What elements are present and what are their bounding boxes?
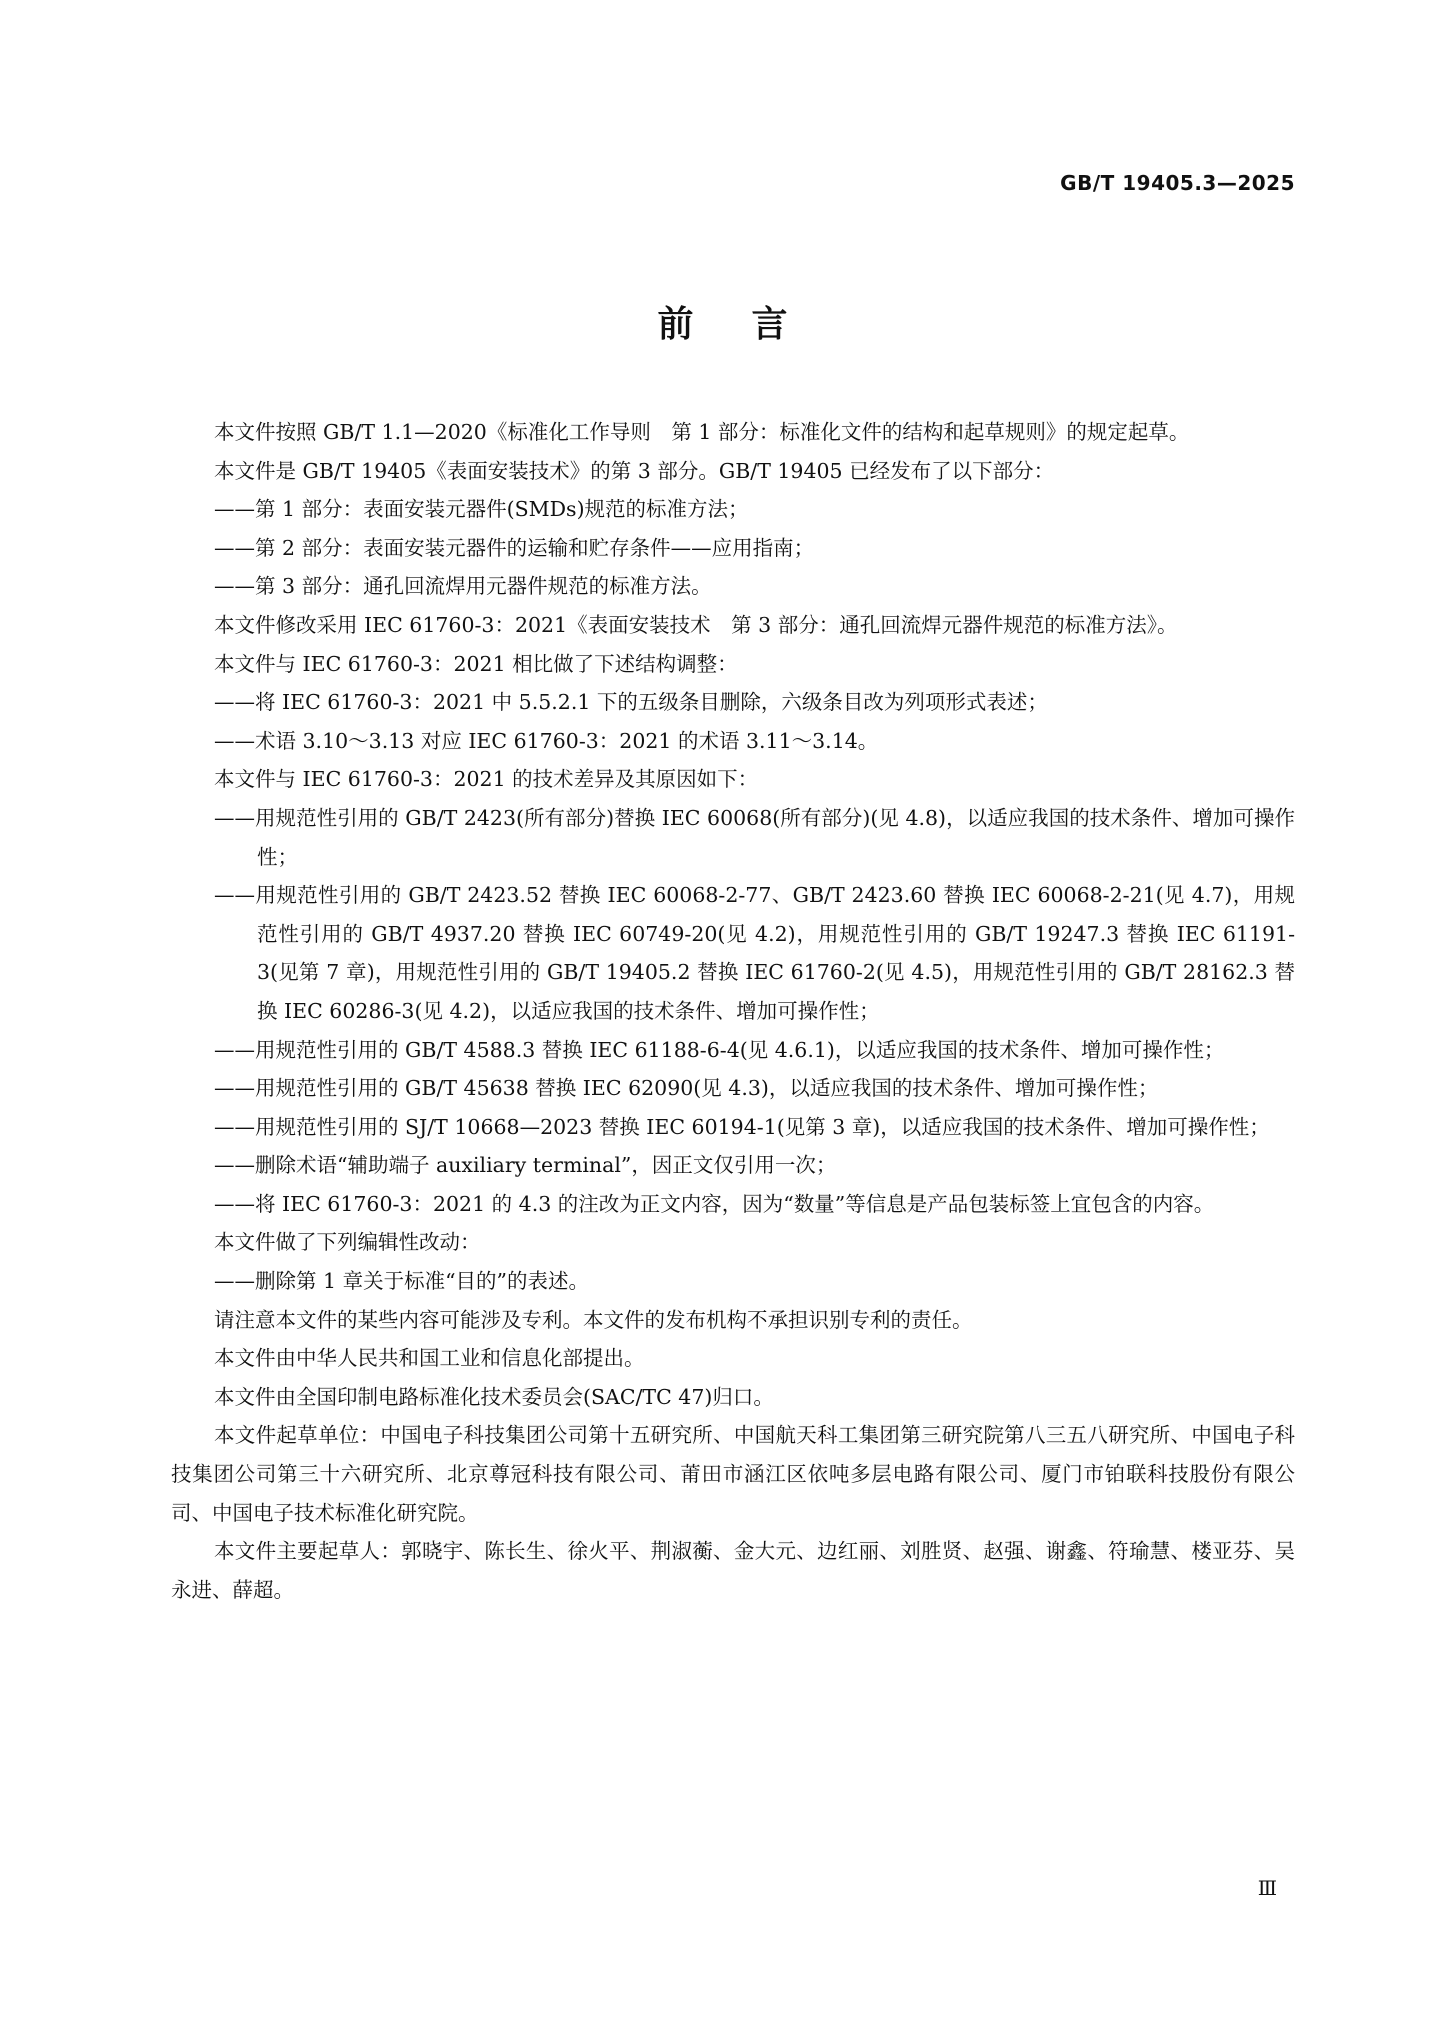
list-item: ——删除术语“辅助端子 auxiliary terminal”，因正文仅引用一次；	[214, 1153, 837, 1178]
paragraph: 本文件修改采用 IEC 61760-3：2021《表面安装技术 第 3 部分：通孔回流焊元器件规范的标准方法》。	[214, 612, 1178, 637]
list-item: ——用规范性引用的 GB/T 2423(所有部分)替换 IEC 60068(所有部分)(见 4.8)，以适应我国的技术条件、增加可操作性；	[214, 805, 1295, 869]
page-number: Ⅲ	[1257, 1876, 1277, 1900]
list-item: ——第 2 部分：表面安装元器件的运输和贮存条件——应用指南；	[214, 535, 815, 560]
list-item: ——将 IEC 61760-3：2021 中 5.5.2.1 下的五级条目删除，六级条目改为列项形式表述；	[214, 690, 1048, 715]
standard-number: GB/T 19405.3—2025	[1060, 171, 1295, 195]
paragraph: 本文件主要起草人：郭晓宇、陈长生、徐火平、荆淑蘅、金大元、边红丽、刘胜贤、赵强、谢鑫、符瑜慧、楼亚芬、吴永进、薛超。	[171, 1539, 1295, 1602]
paragraph: 本文件由全国印制电路标准化技术委员会(SAC/TC 47)归口。	[214, 1384, 774, 1409]
paragraph: 本文件由中华人民共和国工业和信息化部提出。	[214, 1346, 645, 1371]
paragraph: 请注意本文件的某些内容可能涉及专利。本文件的发布机构不承担识别专利的责任。	[214, 1307, 973, 1332]
list-item: ——术语 3.10～3.13 对应 IEC 61760-3：2021 的术语 3.11～3.14。	[214, 728, 879, 753]
paragraph: 本文件按照 GB/T 1.1—2020《标准化工作导则 第 1 部分：标准化文件的结构和起草规则》的规定起草。	[214, 420, 1190, 444]
list-item: ——用规范性引用的 GB/T 4588.3 替换 IEC 61188-6-4(见 4.6.1)，以适应我国的技术条件、增加可操作性；	[214, 1037, 1225, 1062]
list-item: ——用规范性引用的 GB/T 2423.52 替换 IEC 60068-2-77、GB/T 2423.60 替换 IEC 60068-2-21(见 4.7)，用规范性引用的 GB/T 4937.20 替换 IEC 60749-20(见 4.2)，用规范性引用的 GB/T 19247.3 替换 IEC 61191-3(见第 7 章)，用规范性引用的 GB/T 19405.2 替换 IEC 61760-2(见 4.5)，用规范性引用的 GB/T 28162.3 替换 IEC 60286-3(见 4.2)，以适应我国的技术条件、增加可操作性；	[214, 883, 1295, 1023]
paragraph: 本文件是 GB/T 19405《表面安装技术》的第 3 部分。GB/T 19405 已经发布了以下部分：	[214, 458, 1055, 483]
list-item: ——第 3 部分：通孔回流焊用元器件规范的标准方法。	[214, 574, 712, 599]
page-title: 前言	[657, 304, 846, 345]
list-item: ——第 1 部分：表面安装元器件(SMDs)规范的标准方法；	[214, 497, 749, 522]
list-item: ——删除第 1 章关于标准“目的”的表述。	[214, 1269, 590, 1294]
paragraph: 本文件与 IEC 61760-3：2021 的技术差异及其原因如下：	[214, 767, 759, 792]
list-item: ——将 IEC 61760-3：2021 的 4.3 的注改为正文内容，因为“数量”等信息是产品包装标签上宜包含的内容。	[214, 1191, 1215, 1216]
document-body	[171, 413, 1295, 1609]
paragraph: 本文件起草单位：中国电子科技集团公司第十五研究所、中国航天科工集团第三研究院第八三五八研究所、中国电子科技集团公司第三十六研究所、北京尊冠科技有限公司、莆田市涵江区依吨多层电路有限公司、厦门市铂联科技股份有限公司、中国电子技术标准化研究院。	[171, 1423, 1295, 1525]
list-item: ——用规范性引用的 GB/T 45638 替换 IEC 62090(见 4.3)，以适应我国的技术条件、增加可操作性；	[214, 1076, 1159, 1101]
paragraph: 本文件做了下列编辑性改动：	[214, 1230, 481, 1255]
list-item: ——用规范性引用的 SJ/T 10668—2023 替换 IEC 60194-1(见第 3 章)，以适应我国的技术条件、增加可操作性；	[214, 1114, 1270, 1139]
paragraph: 本文件与 IEC 61760-3：2021 相比做了下述结构调整：	[214, 651, 738, 676]
